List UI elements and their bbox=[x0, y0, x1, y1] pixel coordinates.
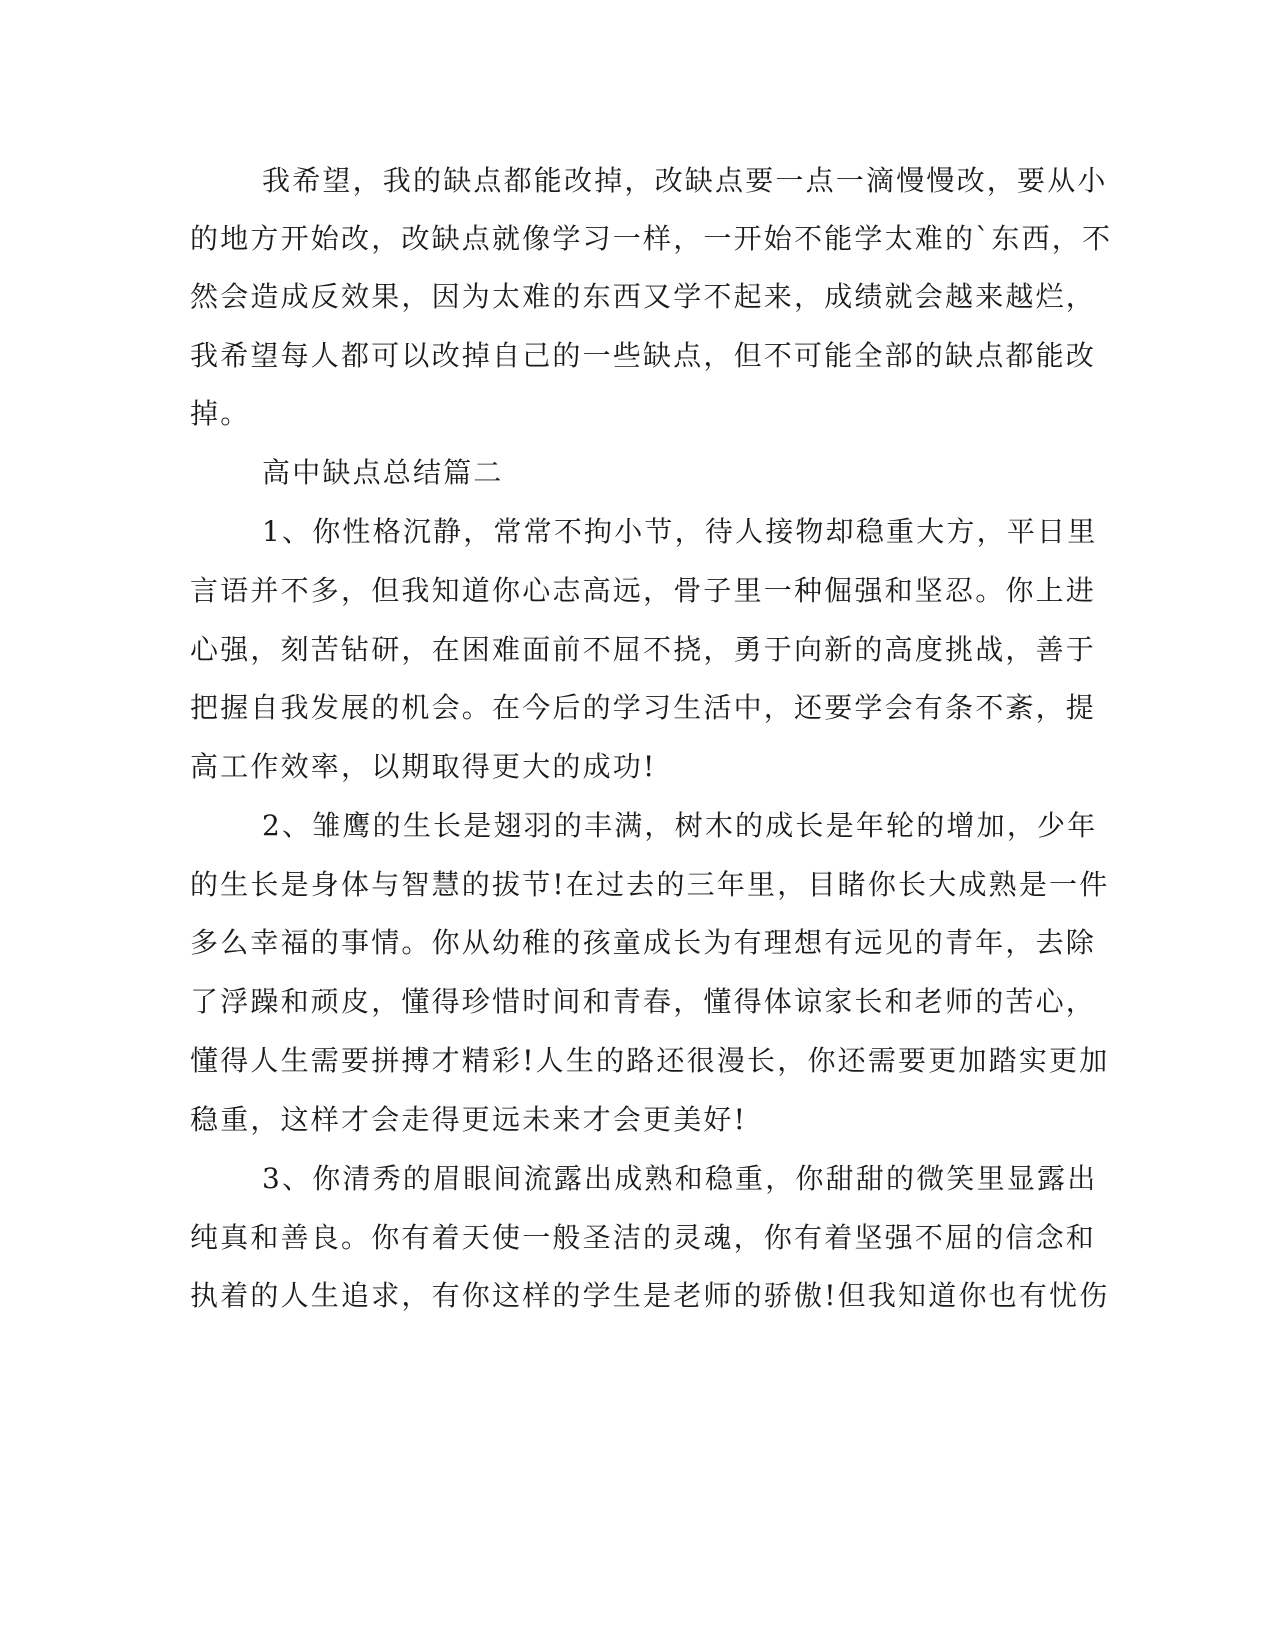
paragraph-3-line-6: 稳重，这样才会走得更远未来才会更美好! bbox=[190, 1103, 748, 1136]
paragraph-1-line-3: 然会造成反效果，因为太难的东西又学不起来，成绩就会越来越烂， bbox=[190, 280, 1097, 313]
paragraph-2-line-5: 高工作效率，以期取得更大的成功! bbox=[190, 750, 657, 783]
paragraph-4-line-1: 3、你清秀的眉眼间流露出成熟和稳重，你甜甜的微笑里显露出 bbox=[262, 1162, 1098, 1195]
paragraph-4-line-3: 执着的人生追求，有你这样的学生是老师的骄傲!但我知道你也有忧伤 bbox=[190, 1279, 1110, 1312]
paragraph-1-line-4: 我希望每人都可以改掉自己的一些缺点，但不可能全部的缺点都能改 bbox=[190, 339, 1097, 372]
paragraph-3-line-2: 的生长是身体与智慧的拔节!在过去的三年里，目睹你长大成熟是一件 bbox=[190, 868, 1110, 901]
paragraph-1-line-5: 掉。 bbox=[190, 397, 251, 430]
paragraph-3-line-5: 懂得人生需要拼搏才精彩!人生的路还很漫长，你还需要更加踏实更加 bbox=[190, 1044, 1110, 1077]
section-heading: 高中缺点总结篇二 bbox=[262, 456, 504, 489]
paragraph-2-line-2: 言语并不多，但我知道你心志高远，骨子里一种倔强和坚忍。你上进 bbox=[190, 574, 1097, 607]
paragraph-4-line-2: 纯真和善良。你有着天使一般圣洁的灵魂，你有着坚强不屈的信念和 bbox=[190, 1221, 1097, 1254]
paragraph-3-line-3: 多么幸福的事情。你从幼稚的孩童成长为有理想有远见的青年，去除 bbox=[190, 926, 1097, 959]
paragraph-3-line-4: 了浮躁和顽皮，懂得珍惜时间和青春，懂得体谅家长和老师的苦心， bbox=[190, 985, 1097, 1018]
paragraph-1-line-1: 我希望，我的缺点都能改掉，改缺点要一点一滴慢慢改，要从小 bbox=[262, 164, 1108, 197]
paragraph-3-line-1: 2、雏鹰的生长是翅羽的丰满，树木的成长是年轮的增加，少年 bbox=[262, 809, 1098, 842]
paragraph-1-line-2: 的地方开始改，改缺点就像学习一样，一开始不能学太难的`东西，不 bbox=[190, 222, 1113, 255]
paragraph-2-line-4: 把握自我发展的机会。在今后的学习生活中，还要学会有条不紊，提 bbox=[190, 691, 1097, 724]
paragraph-2-line-3: 心强，刻苦钻研，在困难面前不屈不挠，勇于向新的高度挑战，善于 bbox=[190, 633, 1097, 666]
paragraph-2-line-1: 1、你性格沉静，常常不拘小节，待人接物却稳重大方，平日里 bbox=[262, 515, 1098, 548]
